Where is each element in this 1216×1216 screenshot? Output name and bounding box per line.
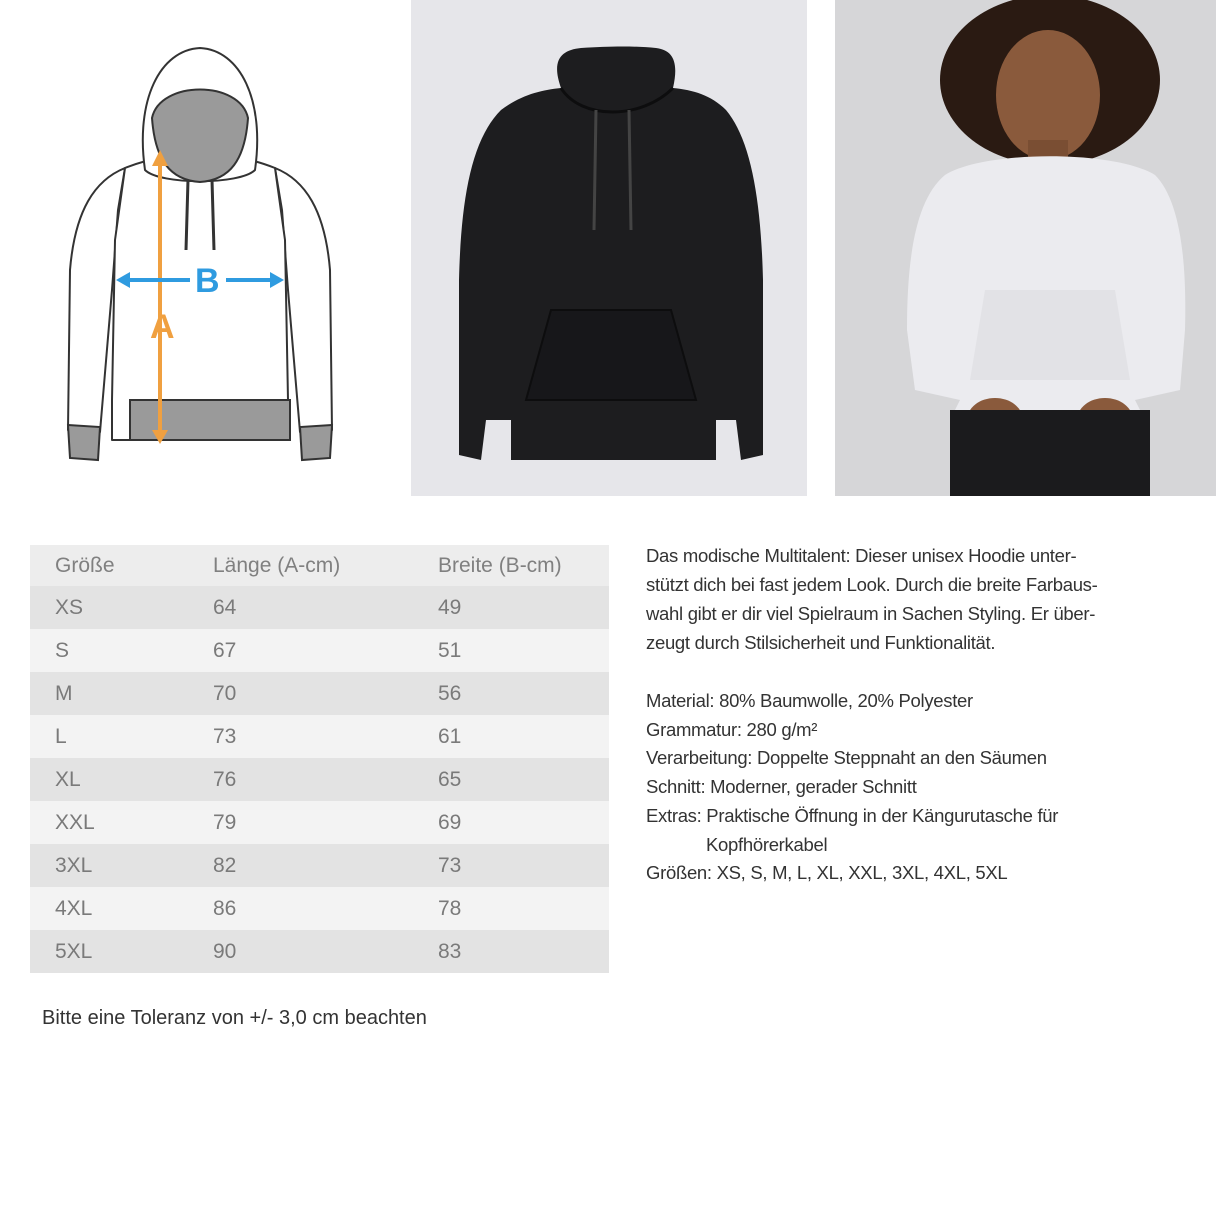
- spec-extras-continued: Kopfhörerkabel: [706, 833, 828, 855]
- description-line: Das modische Multitalent: Dieser unisex Hoodie unter-: [646, 545, 1077, 566]
- cell-width: 83: [438, 939, 462, 963]
- tolerance-note: Bitte eine Toleranz von +/- 3,0 cm beachten: [42, 1007, 427, 1029]
- cell-size: 4XL: [55, 896, 93, 920]
- table-header-row: [30, 545, 609, 586]
- cell-width: 73: [438, 853, 462, 877]
- spec-schnitt: Schnitt: Moderner, gerader Schnitt: [646, 776, 917, 798]
- spec-extras: Extras: Praktische Öffnung in der Kängurutasche für: [646, 804, 1059, 826]
- product-description: [646, 541, 1166, 657]
- label-b: B: [195, 262, 220, 300]
- description-line: wahl gibt er dir viel Spielraum in Sachen Styling. Er über-: [646, 603, 1096, 624]
- cell-width: 65: [438, 767, 462, 791]
- cell-length: 64: [213, 595, 237, 619]
- table-row: [30, 586, 609, 629]
- cell-size: L: [55, 724, 67, 748]
- table-row: [30, 930, 609, 973]
- table-row: [30, 629, 609, 672]
- product-specs: [646, 687, 1186, 888]
- description-line: stützt dich bei fast jedem Look. Durch die breite Farbaus-: [646, 574, 1098, 595]
- spec-material: Material: 80% Baumwolle, 20% Polyester: [646, 690, 973, 711]
- cell-size: XS: [55, 595, 84, 619]
- header-laenge: Länge (A-cm): [213, 553, 341, 577]
- cell-size: XXL: [55, 810, 95, 834]
- description-line: zeugt durch Stilsicherheit und Funktionalität.: [646, 632, 996, 653]
- cell-size: XL: [55, 767, 81, 791]
- cell-size: M: [55, 681, 73, 705]
- cell-length: 82: [213, 853, 237, 877]
- spec-verarbeitung: Verarbeitung: Doppelte Steppnaht an den Säumen: [646, 747, 1047, 769]
- cell-width: 78: [438, 896, 462, 920]
- spec-grammatur: Grammatur: 280 g/m²: [646, 718, 818, 740]
- cell-width: 56: [438, 681, 462, 705]
- hoodie-measurement-diagram: [40, 40, 360, 480]
- cell-length: 90: [213, 939, 237, 963]
- header-groesse: Größe: [55, 553, 115, 577]
- cell-width: 51: [438, 638, 462, 662]
- cell-length: 76: [213, 767, 237, 791]
- header-breite: Breite (B-cm): [438, 553, 562, 577]
- cell-length: 73: [213, 724, 237, 748]
- table-row: [30, 758, 609, 801]
- table-row: [30, 887, 609, 930]
- cell-width: 61: [438, 724, 462, 748]
- label-a: A: [150, 308, 175, 346]
- cell-size: S: [55, 638, 70, 662]
- cell-size: 3XL: [55, 853, 93, 877]
- cell-length: 70: [213, 681, 237, 705]
- black-hoodie-photo: [411, 0, 807, 496]
- table-row: [30, 801, 609, 844]
- spec-groessen: Größen: XS, S, M, L, XL, XXL, 3XL, 4XL, 5XL: [646, 862, 1008, 884]
- cell-length: 86: [213, 896, 237, 920]
- cell-size: 5XL: [55, 939, 93, 963]
- table-row: [30, 844, 609, 887]
- cell-width: 69: [438, 810, 462, 834]
- cell-length: 79: [213, 810, 237, 834]
- table-row: [30, 672, 609, 715]
- size-table: [30, 545, 609, 973]
- table-row: [30, 715, 609, 758]
- model-photo: [835, 0, 1216, 496]
- cell-length: 67: [213, 638, 237, 662]
- cell-width: 49: [438, 595, 462, 619]
